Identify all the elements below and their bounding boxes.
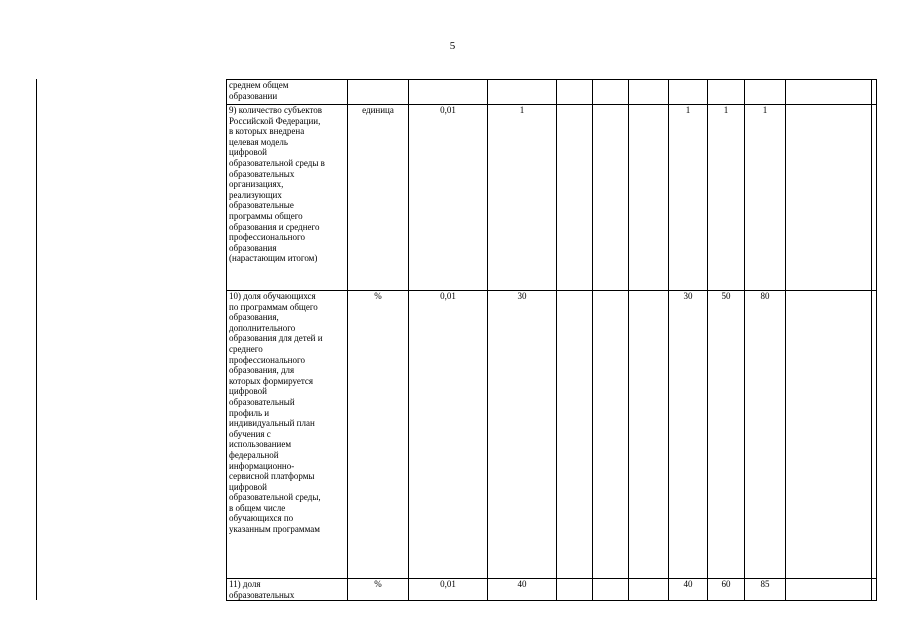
indicators-table [226,79,877,601]
value-cell: 0,01 [409,579,488,601]
table-body [227,80,877,601]
value-cell: 0,01 [409,291,488,579]
indicator-name-cell: 9) количество субъектов Российской Федерации, в которых внедрена целевая модель цифровой образовательной среды в образовательных организациях, реализующих образовательные программы общего образования и среднего профессионального образования (нарастающим итогом) [227,105,348,291]
table-row [227,105,877,291]
page-number: 5 [449,40,456,52]
value-cell [409,80,488,105]
unit-cell: % [348,291,409,579]
value-cell [669,80,708,105]
value-cell [708,80,745,105]
value-cell [557,579,593,601]
value-cell [786,579,872,601]
value-cell [872,80,877,105]
value-cell [557,80,593,105]
value-cell: 1 [708,105,745,291]
value-cell: 80 [745,291,786,579]
unit-cell: % [348,579,409,601]
value-cell: 1 [745,105,786,291]
value-cell [593,105,629,291]
value-cell: 0,01 [409,105,488,291]
left-column-rule [36,79,37,600]
value-cell [593,291,629,579]
value-cell: 40 [488,579,557,601]
value-cell: 30 [669,291,708,579]
value-cell: 85 [745,579,786,601]
table-row [227,579,877,601]
value-cell [593,579,629,601]
value-cell [786,80,872,105]
value-cell [629,291,669,579]
table-row [227,80,877,105]
value-cell [488,80,557,105]
value-cell [629,579,669,601]
value-cell: 60 [708,579,745,601]
value-cell [786,291,872,579]
indicator-name-cell: среднем общем образовании [227,80,348,105]
unit-cell [348,80,409,105]
value-cell [629,105,669,291]
value-cell: 50 [708,291,745,579]
value-cell: 30 [488,291,557,579]
indicator-name-cell: 11) доля образовательных [227,579,348,601]
table-row [227,291,877,579]
indicator-name-cell: 10) доля обучающихся по программам общего образования, дополнительного образования для детей и среднего профессионального образования, для которых формируется цифровой образовательный профиль и индивидуальный план обучения с использованием федеральной информационно- сервисной платформы цифровой образовательной среды, в общем числе обучающихся по указанным программам [227,291,348,579]
unit-cell: единица [348,105,409,291]
value-cell [786,105,872,291]
value-cell [872,579,877,601]
value-cell [629,80,669,105]
value-cell: 40 [669,579,708,601]
value-cell: 1 [488,105,557,291]
value-cell: 1 [669,105,708,291]
value-cell [872,291,877,579]
value-cell [557,291,593,579]
value-cell [593,80,629,105]
value-cell [557,105,593,291]
value-cell [745,80,786,105]
value-cell [872,105,877,291]
